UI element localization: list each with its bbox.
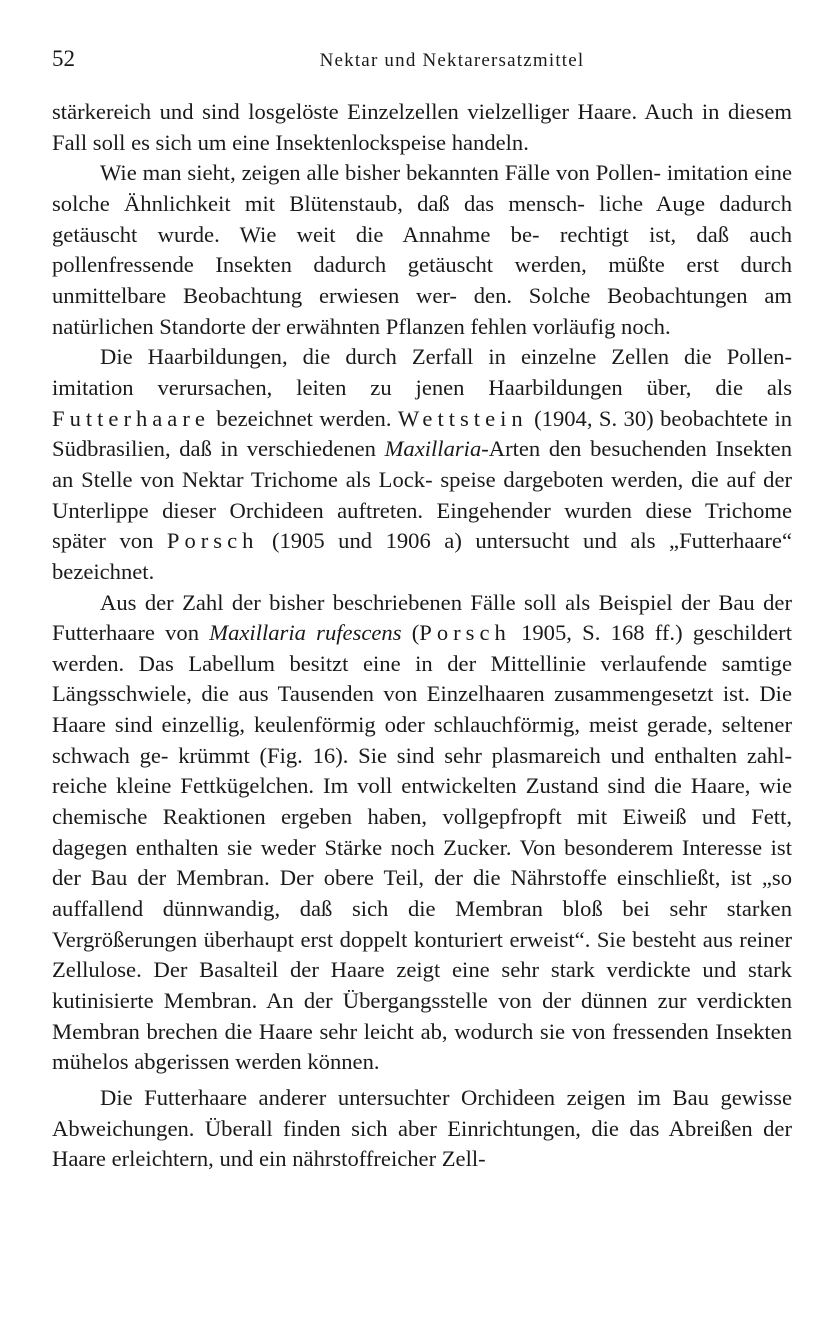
page-header — [52, 46, 792, 76]
text-line: speise dargeboten werden, die auf der Unterlippe dieser Orchideen — [52, 466, 792, 523]
text-line: Der Basalteil der Haare zeigt eine sehr stark verdickte und stark — [153, 957, 792, 983]
text-line: Aus der Zahl der bisher beschriebenen Fälle soll als Beispiel der — [100, 589, 710, 615]
text-line: Die Haarbildungen, die durch Zerfall in einzelne Zellen die Pollen- — [100, 344, 792, 370]
text-line: (1905 und 1906 a) untersucht und als „Futterhaare“ bezeichnet. — [52, 528, 792, 584]
text-line: imitation verursachen, leiten zu jenen Haarbildungen über, die als — [52, 374, 792, 400]
body-text — [52, 97, 792, 1175]
paragraph-2 — [52, 158, 792, 342]
paragraph-4 — [52, 588, 792, 1079]
text-line: erst doppelt konturiert erweist“. Sie besteht aus reiner Zellulose. — [52, 926, 792, 983]
text-line: Haare, wie chemische Reaktionen ergeben haben, vollgepfropft mit — [52, 773, 793, 830]
text-line: Von besonderem Interesse ist der Bau der Membran. Der obere Teil, — [52, 834, 792, 891]
text-line: verdickten Membran brechen die Haare sehr leicht ab, wodurch sie — [52, 988, 792, 1044]
paragraph-1 — [52, 97, 792, 158]
text-line: imitation eine solche Ähnlichkeit mit Blütenstaub, daß das mensch- — [52, 160, 792, 216]
text-line: sich die Membran bloß bei sehr starken Vergrößerungen überhaupt — [52, 896, 793, 952]
text-line: in diesem Fall soll es sich um eine Insektenlockspeise handeln. — [52, 99, 792, 155]
author-porsch: Porsch — [166, 528, 259, 554]
text-line: stärkereich und sind losgelöste Einzelzellen vielzelliger Haare. Auch — [52, 99, 694, 124]
author-wettstein: Wettstein — [397, 405, 528, 431]
text-line: gewisse Abweichungen. Überall finden sich aber Einrichtungen, die — [52, 1085, 792, 1141]
text-fragment: -Arten — [481, 436, 541, 462]
paragraph-3 — [52, 342, 792, 587]
text-line: Mittellinie verlaufende samtige Längsschwiele, die aus Tausenden — [52, 650, 792, 707]
citation-year: (1904, S. 30) — [527, 405, 654, 431]
text-line: S. 168 ff.) geschildert werden. Das Labellum besitzt eine in der — [52, 620, 792, 676]
text-line: von Einzelhaaren zusammengesetzt ist. Die Haare sind einzellig, — [52, 681, 792, 738]
species-maxillaria-rufescens: Maxillaria rufescens — [209, 620, 402, 646]
text-line: den. Solche Beobachtungen am natürlichen Standorte der erwähnten — [52, 282, 792, 339]
page-number: 52 — [52, 46, 75, 71]
text-fragment: auftreten. Eingehender wurden diese Trichome später von — [52, 497, 792, 554]
text-line: den besuchenden Insekten an Stelle von Nektar Trichome als Lock- — [52, 436, 792, 492]
text-line: keulenförmig oder schlauchförmig, meist gerade, seltener schwach ge- — [52, 712, 792, 768]
genus-maxillaria: Maxillaria — [384, 436, 482, 462]
text-line: Die Futterhaare anderer untersuchter Orchideen zeigen im Bau — [100, 1085, 709, 1110]
text-fragment: ( — [401, 620, 420, 646]
text-line: krümmt (Fig. 16). Sie sind sehr plasmareich und enthalten zahl- — [178, 742, 792, 768]
author-porsch: Porsch — [419, 620, 511, 646]
text-line: Wie man sieht, zeigen alle bisher bekannten Fälle von Pollen- — [100, 160, 661, 186]
citation-year: 1905, — [510, 620, 572, 646]
text-fragment: beobachtete in Südbrasilien, daß in verschiedenen — [52, 405, 793, 462]
text-line: kutinisierte Membran. An der Übergangsstelle von der dünnen zur — [52, 988, 687, 1014]
text-line: von fressenden Insekten mühelos abgerissen werden können. — [52, 1018, 792, 1075]
text-line: rechtigt ist, daß auch pollenfressende Insekten dadurch getäuscht — [52, 221, 793, 278]
text-line: werden, müßte erst durch unmittelbare Beobachtung erwiesen wer- — [52, 252, 792, 308]
text-line: Pflanzen fehlen vorläufig noch. — [385, 313, 671, 339]
text-line: der die Nährstoffe einschließt, ist „so auffallend dünnwandig, daß — [52, 865, 792, 922]
running-title: Nektar und Nektarersatzmittel — [319, 50, 585, 71]
paragraph-5 — [52, 1083, 792, 1175]
text-fragment: Bau der Futterhaare von — [52, 589, 792, 646]
text-line: reiche kleine Fettkügelchen. Im voll entwickelten Zustand sind die — [52, 773, 682, 799]
text-line: liche Auge dadurch getäuscht wurde. Wie weit die Annahme be- — [52, 190, 792, 247]
text-fragment: bezeichnet werden. — [209, 405, 398, 431]
text-line: Eiweiß und Fett, dagegen enthalten sie weder Stärke noch Zucker. — [52, 804, 793, 860]
text-line: das Abreißen der Haare erleichtern, und ein nährstoffreicher Zell- — [52, 1115, 792, 1172]
term-futterhaare: Futterhaare — [52, 405, 210, 431]
